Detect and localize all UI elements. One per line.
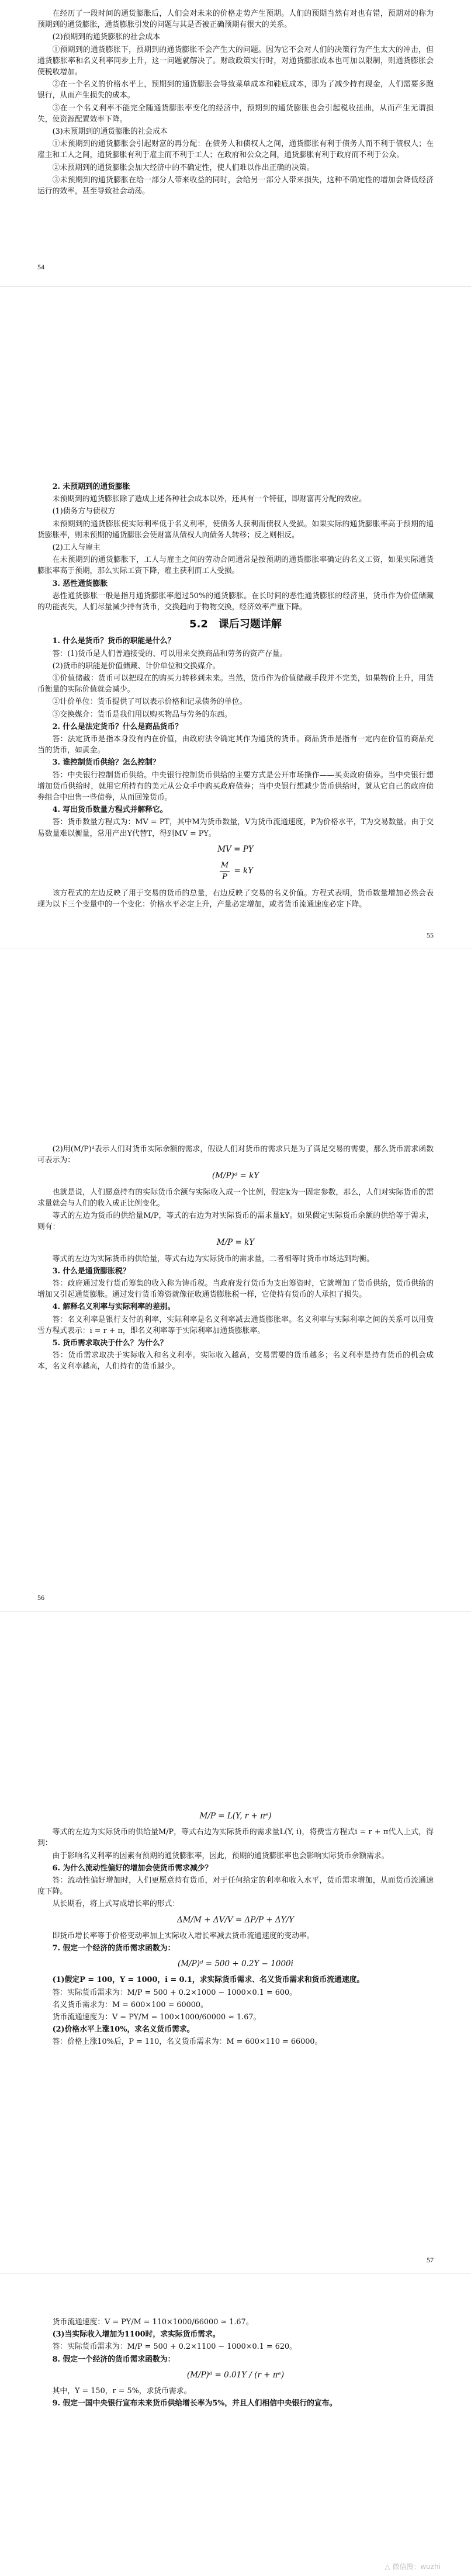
paragraph: ③未预期到的通货膨胀在给一部分人带来收益的同时，会给另一部分人带来损失，这种不确定性的增加会降低经济运行的效率，甚至导致社会动荡。	[37, 175, 434, 196]
answer: 答：货币数量方程式为：MV = PT，其中M为货币数量，V为货币流通速度，P为价格水平，T为交易数量。由于交易数量难以衡量，常用产出Y代替T，得到MV = PY。	[37, 818, 434, 838]
paragraph: (1)债务方与债权方	[52, 507, 116, 516]
question: 2. 什么是法定货币？什么是商品货币？	[52, 722, 183, 731]
paragraph: ②未预期到的通货膨胀会加大经济中的不确定性，使人们难以作出正确的决策。	[52, 163, 314, 172]
question: (1)假定P = 100，Y = 1000，i = 0.1，求实际货币需求、名义货币需求和货币流通速度。	[52, 1976, 365, 1985]
answer: 答：实际货币需求为：M/P = 500 + 0.2×1000 − 1000×0.1 = 600。	[52, 1988, 297, 1997]
answer: 答：实际货币需求为：M/P = 500 + 0.2×1100 − 1000×0.1 = 620。	[52, 2342, 297, 2352]
page-54	[0, 0, 471, 286]
fraction-numerator: M	[220, 860, 230, 872]
answer: 该方程式的左边反映了用于交易的货币的总量，右边反映了交易的名义价值。方程式表明，货币数量增加必然会表现为以下三个变量中的一个变化：价格水平必定上升，产量必定增加，或者货币流通速度必定下降。	[37, 888, 434, 909]
formula	[37, 860, 434, 883]
page-separator	[0, 1611, 471, 1632]
answer: ①价值储藏：货币可以把现在的购买力转移到未来。当然，货币作为价值储藏手段并不完美，如果物价上升，用货币衡量的实际价值就会减少。	[37, 674, 434, 695]
watermark: △ 微信搜：wuzhi	[385, 2563, 441, 2571]
page-58	[0, 2293, 471, 2576]
question: (2)价格水平上涨10%，求名义货币需求。	[52, 2025, 195, 2035]
page-number: 54	[37, 263, 44, 271]
paragraph: 也就是说，人们愿意持有的实际货币余额与实际收入成一个比例，假定k为一固定参数，那么，人们对实际货币的需求量就会与人们的收入成正比例变化。	[37, 1188, 434, 1208]
paragraph: (2)用(M/P)ᵈ表示人们对货币实际余额的需求，假设人们对货币的需求只是为了满足交易的需要，那么货币需求函数可表示为：	[37, 1145, 434, 1165]
paragraph: (2)预期到的通货膨胀的社会成本	[52, 33, 161, 42]
answer: 名义货币需求为：M = 600×100 = 60000。	[52, 2000, 208, 2009]
formula: ΔM/M + ΔV/V = ΔP/P + ΔY/Y	[176, 1915, 294, 1925]
paragraph: ①预期到的通货膨胀下，预期到的通货膨胀不会产生大的问题。因为它不会对人们的决策行为产生太大的冲击，但通货膨胀率和名义利率同步上升，这一问题就解决了。财政政策实行时，对通货膨胀成本也可加以限制，则通货膨胀会使税收增加。	[37, 45, 434, 77]
paragraph: 在经历了一段时间的通货膨胀后，人们会对未来的价格走势产生预期。人们的预期当然有对也有错，预期对的称为预期到的通货膨胀，通货膨胀引发的问题与其是否被正确预期有很大的关系。	[37, 9, 434, 30]
question: 4. 写出货币数量方程式并解释它。	[52, 806, 168, 815]
formula: (M/P)ᵈ = 500 + 0.2Y − 1000i	[178, 1959, 293, 1969]
question: 9. 假定一国中央银行宣布未来货币供给增长率为5%，并且人们相信中央银行的宣布。	[52, 2399, 337, 2408]
paragraph: 即货币增长率等于价格变动率加上实际收入增长率减去货币流通速度的变动率。	[52, 1931, 314, 1940]
page-number: 55	[427, 931, 434, 939]
paragraph: 恶性通货膨胀一般是指月通货膨胀率超过50%的通货膨胀。在长时间的恶性通货膨胀的经济里，货币作为价值储藏的功能丧失，人们尽量减少持有货币，交换趋向于物物交换，经济效率严重下降。	[37, 591, 434, 612]
paragraph: 由于影响名义利率的因素有预期的通货膨胀率，因此，预期的通货膨胀率也会影响实际货币余额需求。	[52, 1851, 389, 1860]
answer: 答：中央银行控制货币供给。中央银行控制货币供给的主要方式是公开市场操作——买卖政府债券。当中央银行想增加货币供给时，就用它所持有的美元从公众手中购买政府债券；当中央银行想减少货币供给时，就从它自己的政府债券组合中出售一些债券，从而回笼货币。	[37, 770, 434, 803]
page-separator	[0, 286, 471, 307]
paragraph: ③在一个名义利率不能完全随通货膨胀率变化的经济中，预期到的通货膨胀也会引起税收扭曲，从而产生无谓损失，使资源配置效率下降。	[37, 103, 434, 124]
answer: 货币流通速度为：V = PY/M = 100×1000/60000 ≈ 1.67。	[52, 2013, 261, 2022]
formula: M/P = kY	[216, 1238, 255, 1248]
page-number: 57	[427, 2256, 434, 2264]
fraction-denominator: P	[222, 873, 227, 882]
answer: 答：流动性偏好增加时，人们更愿意持有货币，对于任何给定的利率和收入水平，货币需求增加，从而货币流通速度下降。	[37, 1876, 434, 1897]
answer: ②计价单位：货币提供了可以表示价格和记录债务的单位。	[52, 697, 247, 707]
paragraph: 从长期看，将上式写成增长率的形式：	[52, 1900, 180, 1909]
formula-rhs: = kY	[234, 866, 254, 876]
paragraph: 在未预期到的通货膨胀下，工人与雇主之间的劳动合同通常是按预期的通货膨胀率确定的名义工资，如果实际通货膨胀率高于预期，那么实际工资下降，雇主获利而工人受损。	[37, 556, 434, 576]
paragraph: (2)工人与雇主	[52, 543, 101, 553]
page-separator	[0, 2273, 471, 2294]
question: 1. 什么是货币？货币的职能是什么？	[52, 637, 175, 646]
paragraph: ②在一个名义的价格水平上，预期到的通货膨胀会导致菜单成本和鞋底成本，即为了减少持有现金，人们需要多跑银行，从而产生损失的成本。	[37, 80, 434, 100]
question: 4. 解释名义利率与实际利率的差别。	[52, 1303, 175, 1312]
paragraph: (3)未预期到的通货膨胀的社会成本	[52, 127, 168, 137]
answer: 答：法定货币是指本身没有内在价值，由政府法令确定其作为通货的货币。商品货币是指有一定内在价值的商品充当的货币，如黄金。	[37, 735, 434, 755]
formula: (M/P)ᵈ = kY	[212, 1171, 259, 1181]
answer: 答：价格上涨10%后，P = 110，名义货币需求为：M = 600×110 = 66000。	[52, 2037, 323, 2047]
page-separator	[0, 949, 471, 970]
answer: ③交换媒介：货币是我们用以购买物品与劳务的东西。	[52, 710, 232, 719]
question: 3. 谁控制货币供给？怎么控制？	[52, 758, 160, 768]
paragraph: ①未预期到的通货膨胀会引起财富的再分配：在债务人和债权人之间，通货膨胀有利于债务人而不利于债权人；在雇主和工人之间，通货膨胀有利于雇主而不利于工人；在政府和公众之间，通货膨胀有利于政府而不利于公众。	[37, 140, 434, 160]
heading: 3. 恶性通货膨胀	[52, 579, 108, 588]
question: 7. 假定一个经济的货币需求函数为：	[52, 1944, 175, 1953]
paragraph: 等式的左边为实际货币的供给量，等式右边为实际货币的需求量，二者相等时货币市场达到均衡。	[52, 1254, 374, 1263]
formula: MV = PY	[217, 844, 254, 854]
paragraph: 等式的左边为货币的供给量M/P，等式的右边为对实际货币的需求量kY。如果假定实际货币余额的供给等于需求，则有：	[37, 1211, 434, 1232]
question: 6. 为什么流动性偏好的增加会使货币需求减少？	[52, 1863, 213, 1873]
answer: (2)货币的职能是价值储藏、计价单位和交换媒介。	[52, 661, 220, 671]
paragraph: 未预期到的通货膨胀使实际利率低于名义利率，使债务人获利而债权人受损。如果实际的通货膨胀率高于预期的通货膨胀率，则未预期的通货膨胀会使财富从债权人向债务人转移；反之则相反。	[37, 519, 434, 540]
answer: 答：政府通过发行货币筹集的收入称为铸币税。当政府发行货币为支出筹资时，它就增加了货币供给，货币供给的增加又引起通货膨胀。通过发行货币筹资就像征收通货膨胀税一样，它使持有货币的人承担了损失。	[37, 1279, 434, 1300]
question: 5. 货币需求取决于什么？为什么？	[52, 1339, 168, 1348]
question: 8. 假定一个经济的货币需求函数为：	[52, 2355, 175, 2364]
answer: 答：(1)货币是人们普遍接受的、可以用来交换商品和劳务的资产存量。	[52, 649, 288, 658]
paragraph: 其中，Y = 150，r = 5%，求货币需求。	[52, 2387, 192, 2396]
formula: M/P = L(Y, r + πᵉ)	[199, 1811, 272, 1821]
answer: 答：货币需求取决于实际收入和名义利率。实际收入越高，交易需要的货币越多；名义利率是持有货币的机会成本，名义利率越高，人们持有的货币越少。	[37, 1351, 434, 1372]
page-56	[0, 968, 471, 1611]
page-57	[0, 1631, 471, 2273]
section-title: 5.2 课后习题详解	[189, 618, 282, 631]
paragraph: 未预期到的通货膨胀除了造成上述各种社会成本以外，还具有一个特征，即财富再分配的效应。	[52, 495, 367, 504]
answer: 答：名义利率是银行支付的利率，实际利率是名义利率减去通货膨胀率。名义利率与实际利率之间的关系可以用费雪方程式表示：i = r + π，即名义利率等于实际利率加通货膨胀率。	[37, 1315, 434, 1335]
question: 3. 什么是通货膨胀税？	[52, 1266, 130, 1276]
paragraph: 货币流通速度：V = PY/M = 110×1000/66000 ≈ 1.67。	[52, 2318, 254, 2327]
page-number: 56	[37, 1593, 44, 1602]
paragraph: 等式的左边为实际货币的供给量M/P，等式右边为实际货币的需求量L(Y, i)，将费雪方程式i = r + π代入上式，得到：	[37, 1828, 434, 1848]
formula: (M/P)ᵈ = 0.01Y / (r + πᵉ)	[186, 2370, 285, 2380]
heading: 2. 未预期到的通货膨胀	[52, 482, 130, 491]
page-55	[0, 306, 471, 949]
question: (3)当实际收入增加为1100时，求实际货币需求。	[52, 2330, 220, 2339]
